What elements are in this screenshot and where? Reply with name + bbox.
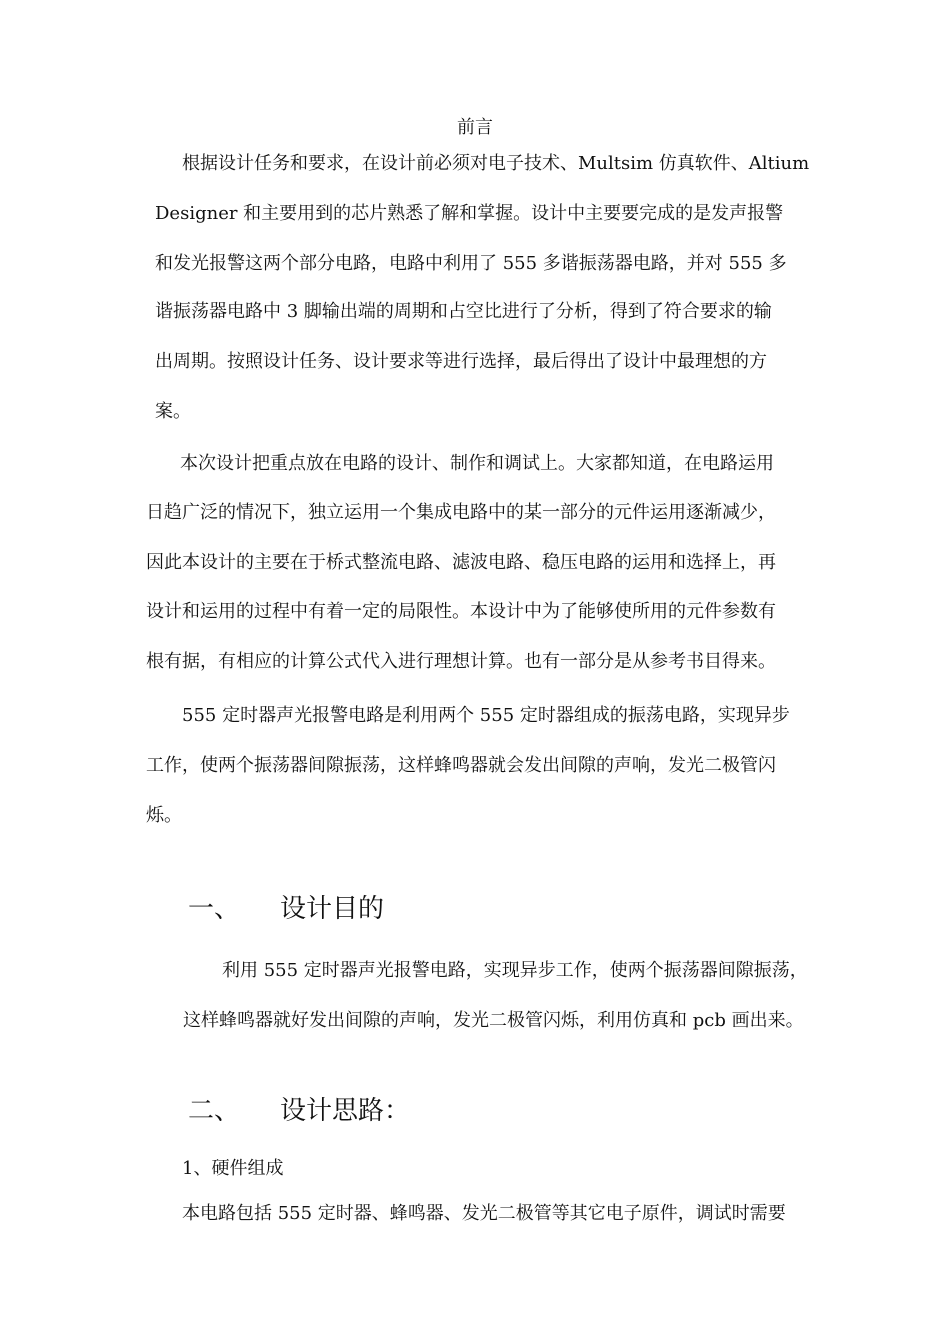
preface-p2-line-3: 因此本设计的主要在于桥式整流电路、滤波电路、稳压电路的运用和选择上，再 xyxy=(146,552,776,573)
preface-p3-line-1: 555 定时器声光报警电路是利用两个 555 定时器组成的振荡电路，实现异步 xyxy=(182,705,790,726)
preface-p1-line-3: 和发光报警这两个部分电路，电路中利用了 555 多谐振荡器电路，并对 555 多 xyxy=(155,253,787,274)
section-1-heading xyxy=(188,892,588,926)
section-2-subheading-hardware: 1、硬件组成 xyxy=(182,1158,284,1179)
preface-p3-line-2: 工作，使两个振荡器间隙振荡，这样蜂鸣器就会发出间隙的声响，发光二极管闪 xyxy=(146,755,776,776)
section-2-heading xyxy=(188,1094,588,1128)
preface-p3-line-3: 烁。 xyxy=(146,805,182,826)
preface-p2-line-4: 设计和运用的过程中有着一定的局限性。本设计中为了能够使所用的元件参数有 xyxy=(146,601,776,622)
preface-p2-line-5: 根有据，有相应的计算公式代入进行理想计算。也有一部分是从参考书目得来。 xyxy=(146,651,776,672)
preface-p1-line-5: 出周期。按照设计任务、设计要求等进行选择，最后得出了设计中最理想的方 xyxy=(155,351,767,372)
preface-p1-line-6: 案。 xyxy=(155,401,191,422)
section-1-number: 一、 xyxy=(188,894,241,924)
preface-p2-line-1: 本次设计把重点放在电路的设计、制作和调试上。大家都知道，在电路运用 xyxy=(180,453,774,474)
section-2-body-line-1: 本电路包括 555 定时器、蜂鸣器、发光二极管等其它电子原件，调试时需要 xyxy=(182,1203,786,1224)
preface-p1-line-1: 根据设计任务和要求，在设计前必须对电子技术、Multsim 仿真软件、Altium xyxy=(182,153,810,174)
preface-p1-line-4: 谐振荡器电路中 3 脚输出端的周期和占空比进行了分析，得到了符合要求的输 xyxy=(155,301,772,322)
preface-p2-line-2: 日趋广泛的情况下，独立运用一个集成电路中的某一部分的元件运用逐渐减少， xyxy=(146,502,776,523)
section-1-body-line-1: 利用 555 定时器声光报警电路，实现异步工作，使两个振荡器间隙振荡， xyxy=(222,960,808,981)
preface-p1-line-2: Designer 和主要用到的芯片熟悉了解和掌握。设计中主要要完成的是发声报警 xyxy=(155,203,784,224)
section-2-title: 设计思路： xyxy=(280,1096,411,1126)
section-1-body-line-2: 这样蜂鸣器就好发出间隙的声响，发光二极管闪烁，利用仿真和 pcb 画出来。 xyxy=(183,1010,804,1031)
section-2-number: 二、 xyxy=(188,1096,241,1126)
page-title: 前言 xyxy=(457,117,493,138)
section-1-title: 设计目的 xyxy=(280,894,385,924)
